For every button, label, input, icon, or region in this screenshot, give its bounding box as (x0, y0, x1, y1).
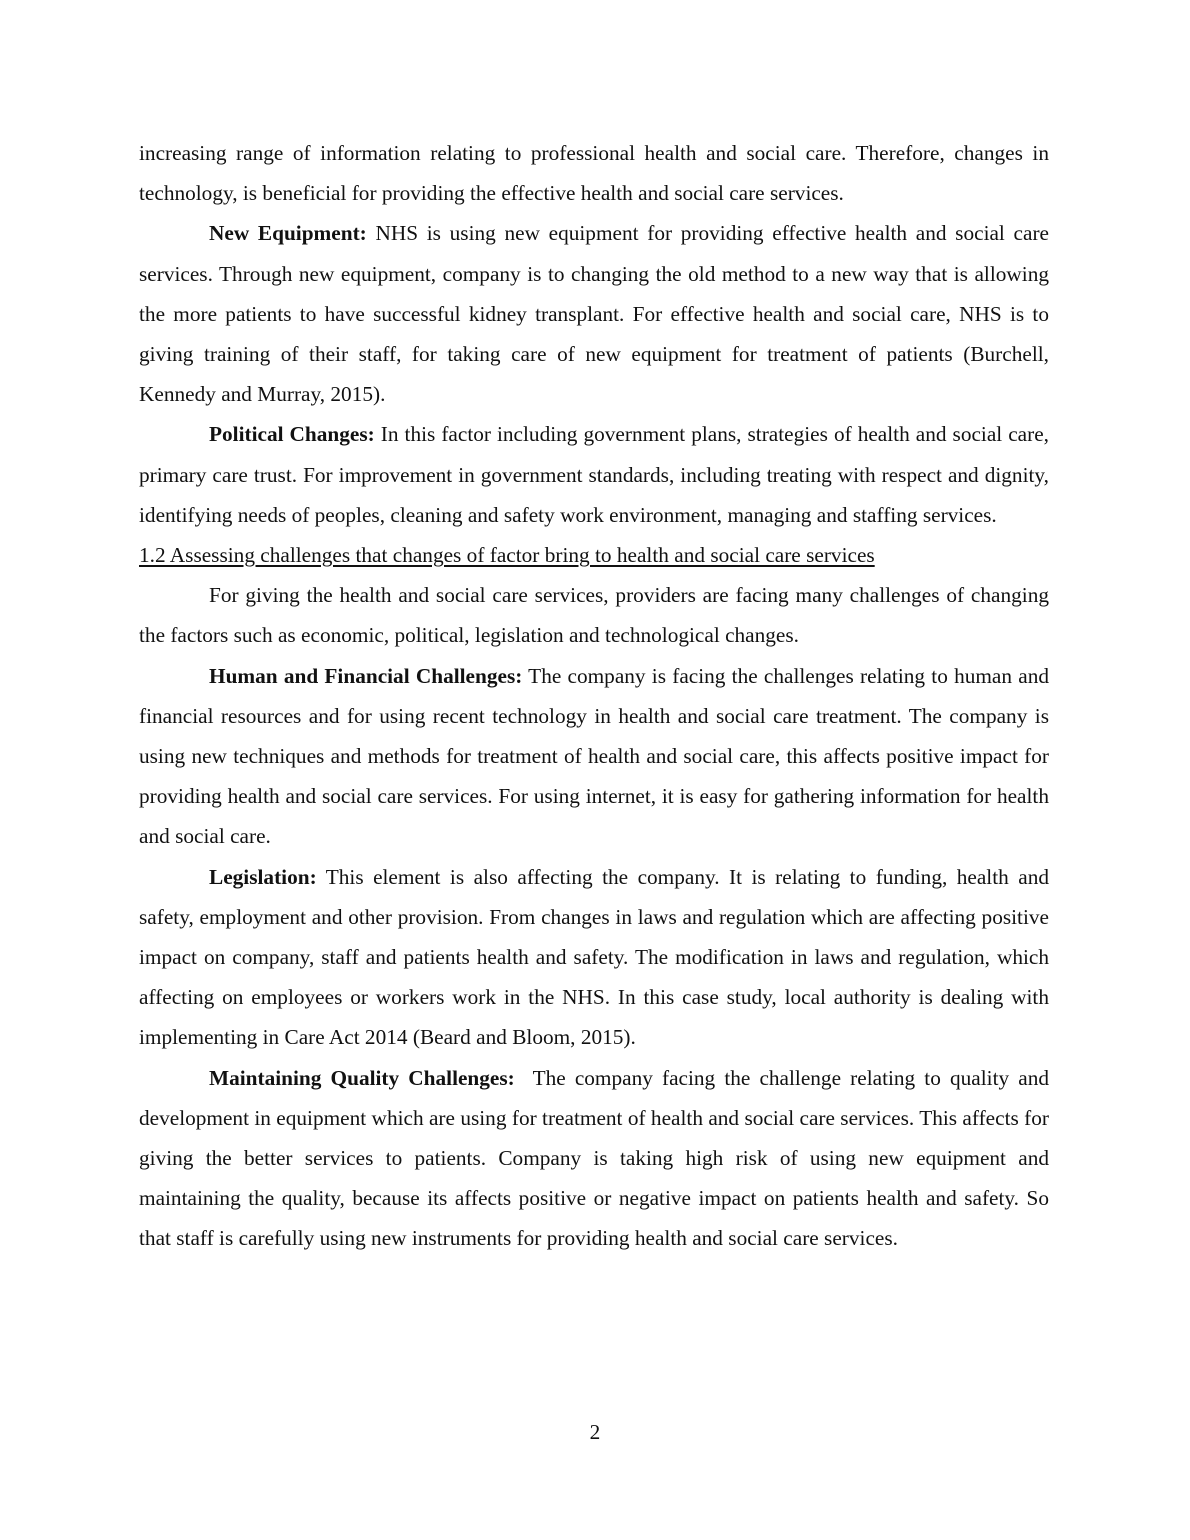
paragraph-label: Maintaining Quality Challenges: (209, 1065, 515, 1090)
paragraph-maintaining-quality (139, 1058, 1055, 1259)
paragraph-label: Human and Financial Challenges: (209, 663, 523, 688)
paragraph-body: This element is also affecting the company. It is relating to funding, health and safety, employment and other provision. From changes in laws and regulation which are affecting positive impact on company, staff and patients health and safety. The modification in laws and regulation, which affecting on employees or workers work in the NHS. In this case study, local authority is dealing with implementing in Care Act 2014 (Beard and Bloom, 2015). (139, 864, 1049, 1050)
paragraph-political-changes (139, 414, 1049, 535)
section-heading: 1.2 Assessing challenges that changes of factor bring to health and social care services (139, 543, 875, 568)
paragraph-body: In this factor including government plans, strategies of health and social care, primary care trust. For improvement in government standards, including treating with respect and dignity, identifying needs of peoples, cleaning and safety work environment, managing and staffing services. (139, 422, 1050, 527)
paragraph-label: Political Changes: (209, 422, 375, 447)
paragraph-continuation: increasing range of information relating to professional health and social care. Therefore, changes in technology, is beneficial for providing the effective health and social care services. (139, 141, 1049, 206)
document-page (139, 133, 1055, 1259)
paragraph-legislation (139, 857, 1049, 1058)
paragraph-body: The company is facing the challenges relating to human and financial resources and for using recent technology in health and social care treatment. The company is using new techniques and methods for treatment of health and social care, this affects positive impact for providing health and social care services. For using internet, it is easy for gathering information for health and social care. (139, 663, 1050, 849)
paragraph-body: The company facing the challenge relating to quality and development in equipment which are using for treatment of health and social care services. This affects for giving the better services to patients. Company is taking high risk of using new equipment and maintaining the quality, because its affects positive or negative impact on patients health and safety. So that staff is carefully using new instruments for providing health and social care services. (139, 1065, 1055, 1251)
paragraph-body: NHS is using new equipment for providing effective health and social care services. Through new equipment, company is to changing the old method to a new way that is allowing the more patients to have successful kidney transplant. For effective health and social care, NHS is to giving training of their staff, for taking care of new equipment for treatment of patients (Burchell, Kennedy and Murray, 2015). (139, 221, 1049, 407)
paragraph-human-financial (139, 656, 1049, 857)
paragraph-label: Legislation: (209, 864, 317, 889)
paragraph-label: New Equipment: (209, 221, 367, 246)
paragraph-new-equipment (139, 213, 1049, 414)
page-number: 2 (589, 1420, 601, 1444)
paragraph-intro: For giving the health and social care services, providers are facing many challenges of changing the factors such as economic, political, legislation and technological changes. (139, 583, 1049, 648)
